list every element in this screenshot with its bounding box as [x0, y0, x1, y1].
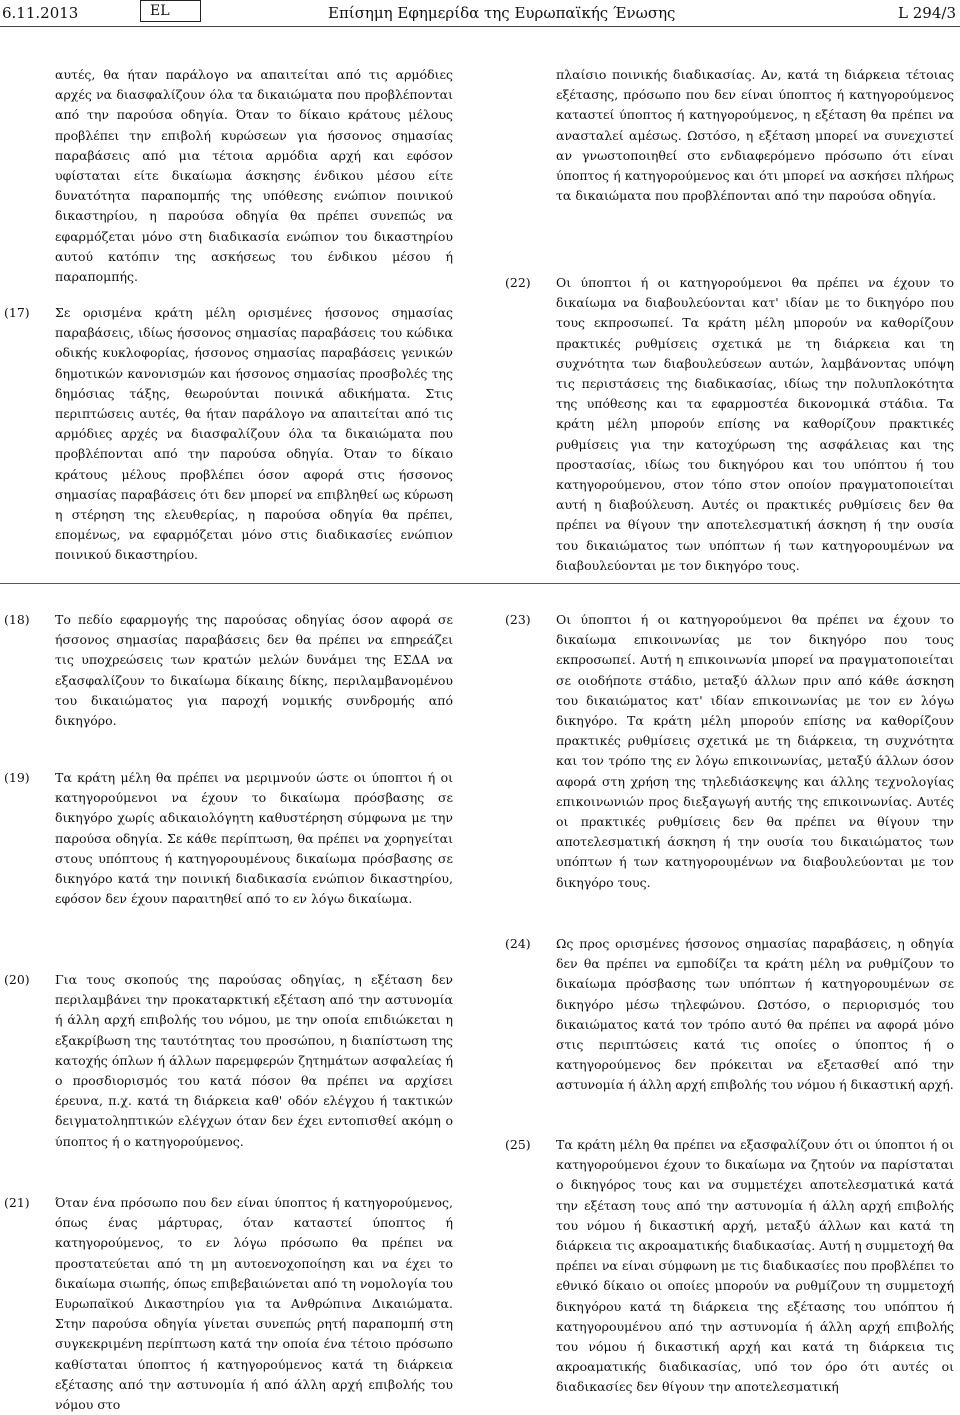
- recital-19: [55, 768, 453, 909]
- paragraph-text: πλαίσιο ποινικής διαδικασίας. Αν, κατά τη διάρκεια τέτοιας εξέτασης, πρόσωπο που δεν είναι ύποπτος ή κατηγορούμενος καταστεί ύποπτος ή κατηγορούμενος, η εξέταση θα πρέπει να ανασταλεί αμέσως. Ωστόσο, η εξέταση μπορεί να συνεχιστεί αν γνωστοποιηθεί στο ενδιαφερόμενο πρόσωπο ότι είναι ύποπτος ή κατηγορούμενος και ότι μπορεί να ασκήσει πλήρως τα δικαιώματα που προβλέπονται από την παρούσα οδηγία.: [556, 67, 954, 204]
- recital-17: [55, 303, 453, 566]
- page-header: [0, 0, 960, 26]
- paragraph-text: Ως προς ορισμένες ήσσονος σημασίας παραβάσεις, η οδηγία δεν θα πρέπει να εμποδίζει τα κράτη μέλη να ρυθμίζουν το δικαίωμα πρόσβασης των υπόπτων ή κατηγορουμένων σε δικηγόρο μέσω τηλεφώνου. Ωστόσο, ο περιορισμός του δικαιώματος κατά τον τρόπο αυτό θα πρέπει να αφορά μόνο στις περιπτώσεις κατά τις οποίες ο ύποπτος ή ο κατηγορούμενος δεν πρόκειται να εξετασθεί από την αστυνομία ή άλλη αρχή επιβολής του νόμου ή δικαστική αρχή.: [556, 936, 954, 1093]
- paragraph-text: Σε ορισμένα κράτη μέλη ορισμένες ήσσονος σημασίας παραβάσεις, ιδίως ήσσονος σημασίας παραβάσεις του κώδικα οδικής κυκλοφορίας, ήσσονος σημασίας παραβάσεις γενικών δημοτικών κανονισμών και ήσσονος σημασίας προσβολές της δημόσιας τάξης, θεωρούνται ποινικά αδικήματα. Στις περιπτώσεις αυτές, θα ήταν παράλογο να απαιτείται από τις αρμόδιες αρχές να διασφαλίζουν όλα τα δικαιώματα που προβλέπονται από την παρούσα οδηγία. Όταν το δίκαιο κράτους μέλους προβλέπει όσον αφορά στις ήσσονος σημασίας παραβάσεις ότι δεν μπορεί να επιβληθεί ως κύρωση η στέρηση της ελευθερίας, η παρούσα οδηγία θα πρέπει, επομένως, να εφαρμόζεται μόνο στις διαδικασίες ενώπιον ποινικού δικαστηρίου.: [55, 305, 453, 563]
- recital-number-23: (23): [505, 612, 531, 627]
- recital-23: [556, 610, 954, 893]
- page-reference: L 294/3: [898, 4, 956, 22]
- recital-21: [55, 1193, 453, 1415]
- section-divider: [0, 583, 960, 584]
- recital-number-17: (17): [4, 305, 30, 320]
- recital-24: [556, 934, 954, 1096]
- header-rule: [0, 26, 960, 27]
- paragraph-text: Τα κράτη μέλη θα πρέπει να μεριμνούν ώστε οι ύποπτοι ή οι κατηγορούμενοι να έχουν το δικαίωμα πρόσβασης σε δικηγόρο χωρίς αδικαιολόγητη καθυστέρηση σύμφωνα με την παρούσα οδηγία. Σε κάθε περίπτωση, θα πρέπει να χορηγείται στους υπόπτους ή κατηγορουμένους δικαίωμα πρόσβασης σε δικηγόρο κατά την ποινική διαδικασία ενώπιον δικαστηρίου, εφόσον δεν έχουν παραιτηθεί από το εν λόγω δικαίωμα.: [55, 770, 453, 907]
- recital-number-18: (18): [4, 612, 30, 627]
- continued-paragraph-left: [55, 65, 453, 287]
- recital-number-22: (22): [505, 275, 531, 290]
- language-badge: EL: [140, 0, 201, 22]
- journal-title: Επίσημη Εφημερίδα της Ευρωπαϊκής Ένωσης: [328, 4, 676, 22]
- recital-18: [55, 610, 453, 731]
- recital-25: [556, 1135, 954, 1398]
- paragraph-text: Οι ύποπτοι ή οι κατηγορούμενοι θα πρέπει να έχουν το δικαίωμα επικοινωνίας με τον δικηγόρο που τους εκπροσωπεί. Αυτή η επικοινωνία μπορεί να πραγματοποιείται σε οιοδήποτε στάδιο, μεταξύ άλλων πριν από κάθε άσκηση του δικαιώματος κατ' ιδίαν επικοινωνίας με τον εν λόγω δικηγόρο. Τα κράτη μέλη μπορούν επίσης να καθορίζουν πρακτικές ρυθμίσεις σχετικά με τη διάρκεια, τη συχνότητα και τον τρόπο της εν λόγω επικοινωνίας, μεταξύ άλλων όσον αφορά στη χρήση της τηλεδιάσκεψης και άλλης τεχνολογίας επικοινωνιών προς διεξαγωγή αυτής της επικοινωνίας. Αυτές οι πρακτικές ρυθμίσεις δεν θα πρέπει να θίγουν την αποτελεσματική άσκηση ή την ουσία του δικαιώματος των υπόπτων ή των κατηγορουμένων να διαβουλεύονται με τον δικηγόρο τους.: [556, 612, 954, 890]
- paragraph-text: Το πεδίο εφαρμογής της παρούσας οδηγίας όσον αφορά σε ήσσονος σημασίας παραβάσεις δεν θα πρέπει να επηρεάζει τις υποχρεώσεις των κρατών μελών δυνάμει της ΕΣΔΑ να εξασφαλίζουν το δικαίωμα δίκαιης δίκης, περιλαμβανομένου του δικαιώματος για παροχή νομικής συνδρομής από δικηγόρο.: [55, 612, 453, 729]
- paragraph-text: αυτές, θα ήταν παράλογο να απαιτείται από τις αρμόδιες αρχές να διασφαλίζουν όλα τα δικαιώματα που προβλέπονται από την παρούσα οδηγία. Όταν το δίκαιο κράτους μέλους προβλέπει την επιβολή κυρώσεων για ήσσονος σημασίας παραβάσεις από μια τέτοια αρμόδια αρχή και εφόσον υφίσταται είτε δικαίωμα άσκησης ένδικου μέσου είτε δυνατότητα παραπομπής της υπόθεσης ενώπιον ποινικού δικαστηρίου, η παρούσα οδηγία θα πρέπει συνεπώς να εφαρμόζεται μόνο στη διαδικασία ενώπιον του δικαστηρίου αυτού κατόπιν της ασκήσεως του ένδικου μέσου ή παραπομπής.: [55, 67, 453, 285]
- recital-22: [556, 273, 954, 576]
- recital-20: [55, 970, 453, 1152]
- recital-number-21: (21): [4, 1195, 30, 1210]
- publication-date: 6.11.2013: [2, 4, 79, 22]
- recital-number-19: (19): [4, 770, 30, 785]
- recital-number-25: (25): [505, 1137, 531, 1152]
- paragraph-text: Για τους σκοπούς της παρούσας οδηγίας, η εξέταση δεν περιλαμβάνει την προκαταρκτική εξέταση από την αστυνομία ή άλλη αρχή επιβολής του νόμου, με την οποία επιδιώκεται η εξακρίβωση της ταυτότητας του προσώπου, η διαπίστωση της κατοχής όπλων ή άλλων παρεμφερών ζητημάτων ασφαλείας ή ο προσδιορισμός του κατά πόσον θα πρέπει να αρχίσει έρευνα, π.χ. κατά τη διάρκεια καθ' οδόν ελέγχου ή τακτικών δειγματοληπτικών ελέγχων όταν δεν έχει εντοπισθεί ακόμη ο ύποπτος ή ο κατηγορούμενος.: [55, 972, 453, 1149]
- paragraph-text: Οι ύποπτοι ή οι κατηγορούμενοι θα πρέπει να έχουν το δικαίωμα να διαβουλεύονται κατ' ιδίαν με το δικηγόρο που τους εκπροσωπεί. Τα κράτη μέλη μπορούν να καθορίζουν πρακτικές ρυθμίσεις σχετικά με τη διάρκεια και τη συχνότητα των διαβουλεύσεων αυτών, λαμβάνοντας υπόψη τις περιστάσεις της διαδικασίας, ιδίως την πολυπλοκότητα της υπόθεσης και τα εφαρμοστέα δικονομικά στάδια. Τα κράτη μέλη μπορούν επίσης να καθορίζουν πρακτικές ρυθμίσεις για την κατοχύρωση της ασφάλειας και της προστασίας, ιδίως του δικηγόρου και του υπόπτου ή του κατηγορούμενου, στον τόπο στον οποίον πραγματοποιείται αυτή η διαβούλευση. Αυτές οι πρακτικές ρυθμίσεις δεν θα πρέπει να θίγουν την αποτελεσματική άσκηση ή την ουσία του δικαιώματος των υπόπτων ή των κατηγορουμένων να διαβουλεύονται με τον δικηγόρο τους.: [556, 275, 954, 573]
- recital-number-20: (20): [4, 972, 30, 987]
- continued-paragraph-right: [556, 65, 954, 206]
- paragraph-text: Τα κράτη μέλη θα πρέπει να εξασφαλίζουν ότι οι ύποπτοι ή οι κατηγορούμενοι έχουν το δικαίωμα να ζητούν να παρίσταται ο δικηγόρος τους και να συμμετέχει αποτελεσματικά κατά την εξέταση τους από την αστυνομία ή άλλη αρχή επιβολής του νόμου ή δικαστική αρχή, μεταξύ άλλων και κατά τη διάρκεια τις ακροαματικής διαδικασίας. Αυτή η συμμετοχή θα πρέπει να είναι σύμφωνη με τις διαδικασίες που προβλέπει το εθνικό δίκαιο οι οποίες μπορούν να ρυθμίζουν τη συμμετοχή δικηγόρου κατά τη διάρκεια της εξέτασης του υπόπτου ή κατηγορουμένου από την αστυνομία ή άλλη αρχή επιβολής του νόμου ή δικαστική αρχή και κατά τη διάρκεια τις ακροαματικής διαδικασίας, υπό τον όρο ότι αυτές οι διαδικασίες δεν θίγουν την αποτελεσματική: [556, 1137, 954, 1395]
- paragraph-text: Όταν ένα πρόσωπο που δεν είναι ύποπτος ή κατηγορούμενος, όπως ένας μάρτυρας, όταν καταστεί ύποπτος ή κατηγορούμενος, το εν λόγω πρόσωπο θα πρέπει να προστατεύεται από τη μη αυτοενοχοποίηση και να έχει το δικαίωμα σιωπής, όπως επιβεβαιώνεται από τη νομολογία του Ευρωπαϊκού Δικαστηρίου για τα Ανθρώπινα Δικαιώματα. Στην παρούσα οδηγία γίνεται συνεπώς ρητή παραπομπή στη συγκεκριμένη περίπτωση κατά την οποία ένα τέτοιο πρόσωπο καθίσταται ύποπτος ή κατηγορούμενος κατά τη διάρκεια εξέτασης από την αστυνομία ή από άλλη αρχή επιβολής του νόμου στο: [55, 1195, 453, 1413]
- recital-number-24: (24): [505, 936, 531, 951]
